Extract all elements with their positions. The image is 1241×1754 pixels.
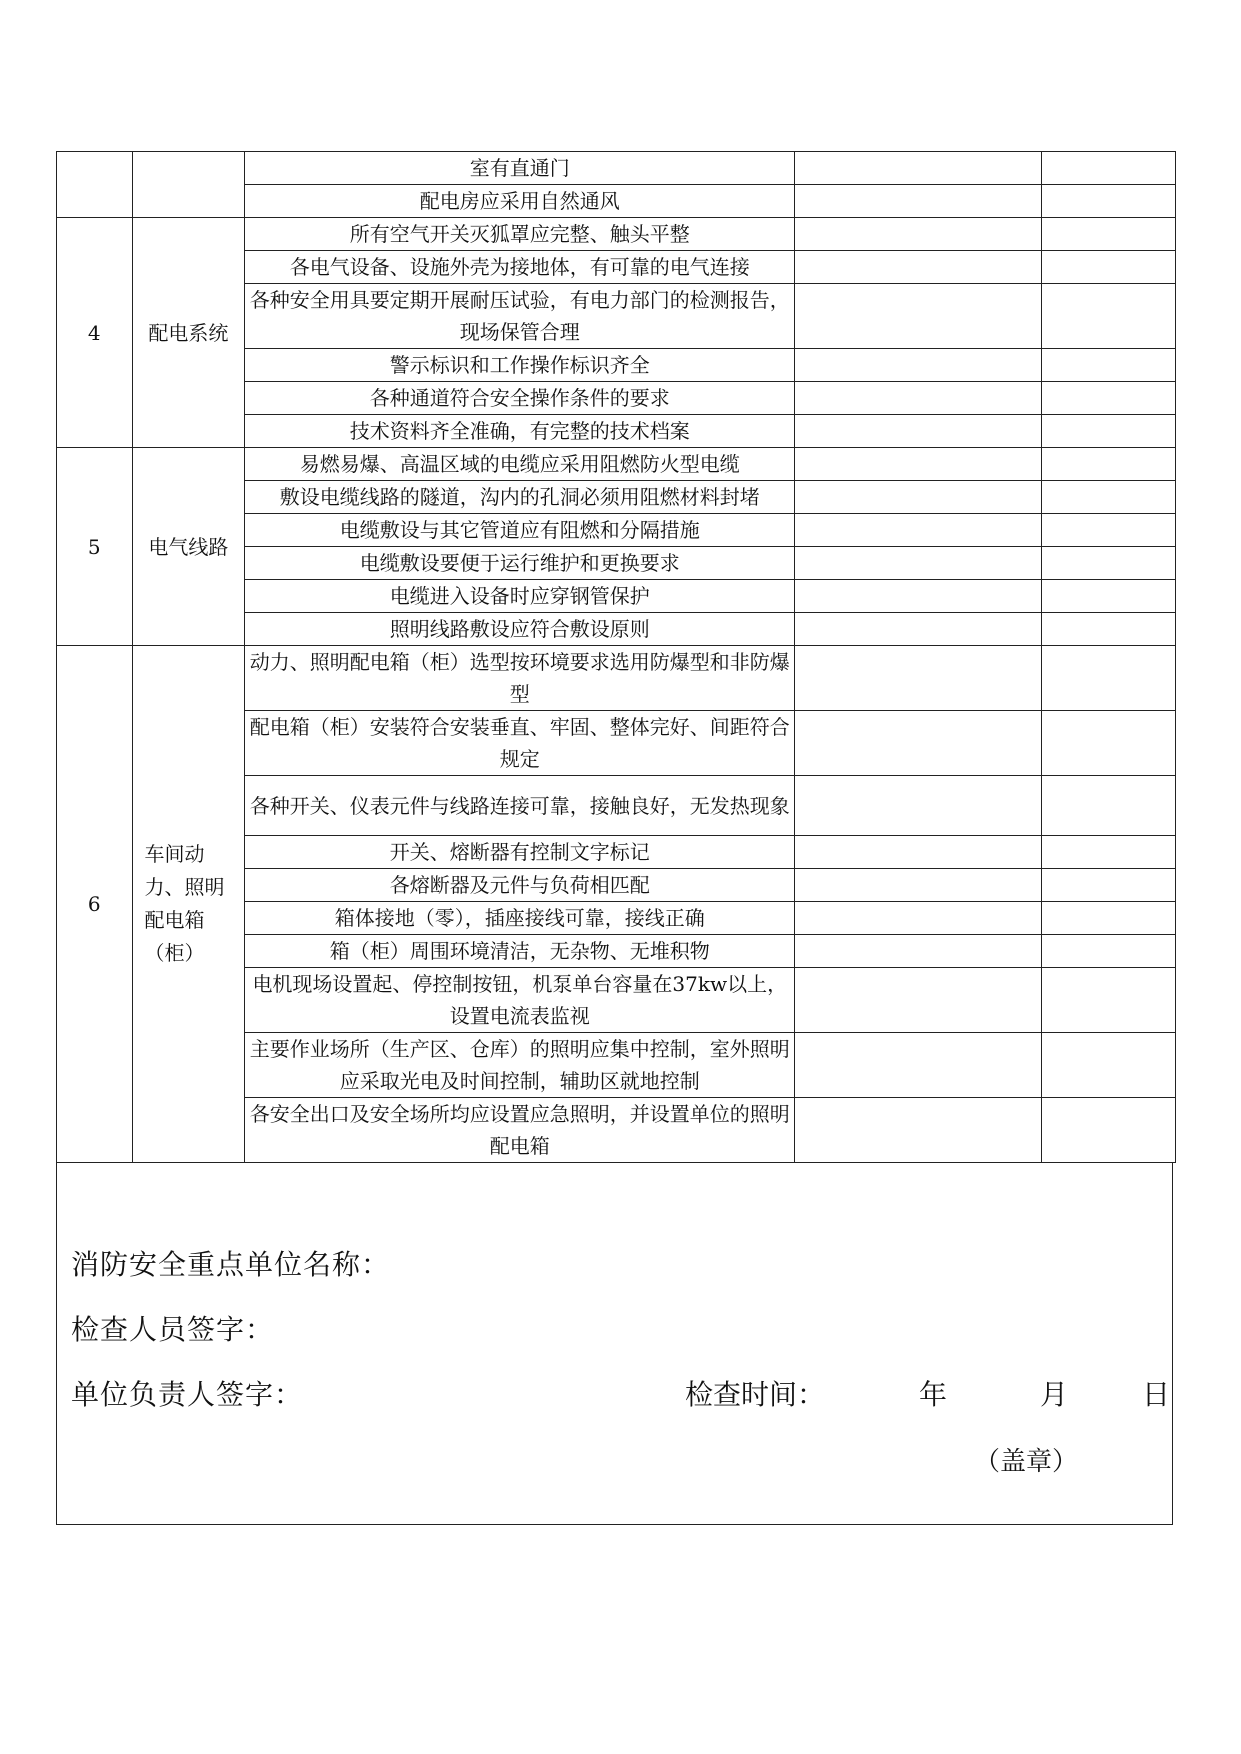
remark-cell bbox=[1042, 218, 1176, 251]
remark-cell bbox=[1042, 580, 1176, 613]
check-item-cell: 开关、熔断器有控制文字标记 bbox=[245, 836, 795, 869]
category-cell: 车间动力、照明配电箱（柜） bbox=[132, 646, 245, 1163]
remark-cell bbox=[1042, 284, 1176, 349]
check-item-cell: 敷设电缆线路的隧道，沟内的孔洞必须用阻燃材料封堵 bbox=[245, 481, 795, 514]
stamp-label: （盖章） bbox=[974, 1447, 1079, 1477]
remark-cell bbox=[1042, 1033, 1176, 1098]
check-item-cell: 电缆敷设要便于运行维护和更换要求 bbox=[245, 547, 795, 580]
remark-cell bbox=[1042, 613, 1176, 646]
inspection-sheet bbox=[56, 151, 1176, 1525]
check-item-cell: 电缆敷设与其它管道应有阻燃和分隔措施 bbox=[245, 514, 795, 547]
remark-cell bbox=[1042, 185, 1176, 218]
check-item-cell: 配电箱（柜）安装符合安装垂直、牢固、整体完好、间距符合规定 bbox=[245, 711, 795, 776]
result-cell bbox=[795, 349, 1042, 382]
remark-cell bbox=[1042, 448, 1176, 481]
item-number-cell bbox=[57, 152, 133, 218]
remark-cell bbox=[1042, 547, 1176, 580]
table-row bbox=[57, 218, 1176, 251]
check-item-cell: 箱体接地（零），插座接线可靠，接线正确 bbox=[245, 902, 795, 935]
result-cell bbox=[795, 218, 1042, 251]
remark-cell bbox=[1042, 251, 1176, 284]
remark-cell bbox=[1042, 349, 1176, 382]
check-item-cell: 易燃易爆、高温区域的电缆应采用阻燃防火型电缆 bbox=[245, 448, 795, 481]
remark-cell bbox=[1042, 514, 1176, 547]
remark-cell bbox=[1042, 711, 1176, 776]
result-cell bbox=[795, 547, 1042, 580]
result-cell bbox=[795, 776, 1042, 836]
category-cell bbox=[132, 152, 245, 218]
result-cell bbox=[795, 902, 1042, 935]
remark-cell bbox=[1042, 902, 1176, 935]
table-row bbox=[57, 448, 1176, 481]
day-label: 日 bbox=[1142, 1378, 1171, 1411]
result-cell bbox=[795, 1033, 1042, 1098]
result-cell bbox=[795, 514, 1042, 547]
check-item-cell: 照明线路敷设应符合敷设原则 bbox=[245, 613, 795, 646]
inspection-table bbox=[56, 151, 1176, 1163]
check-item-cell: 各安全出口及安全场所均应设置应急照明，并设置单位的照明配电箱 bbox=[245, 1098, 795, 1163]
result-cell bbox=[795, 382, 1042, 415]
item-number-cell: 5 bbox=[57, 448, 133, 646]
table-row bbox=[57, 152, 1176, 185]
remark-cell bbox=[1042, 869, 1176, 902]
check-item-cell: 室有直通门 bbox=[245, 152, 795, 185]
result-cell bbox=[795, 448, 1042, 481]
remark-cell bbox=[1042, 152, 1176, 185]
result-cell bbox=[795, 968, 1042, 1033]
result-cell bbox=[795, 613, 1042, 646]
result-cell bbox=[795, 185, 1042, 218]
result-cell bbox=[795, 251, 1042, 284]
result-cell bbox=[795, 415, 1042, 448]
year-label: 年 bbox=[919, 1378, 948, 1411]
remark-cell bbox=[1042, 415, 1176, 448]
result-cell bbox=[795, 481, 1042, 514]
remark-cell bbox=[1042, 968, 1176, 1033]
remark-cell bbox=[1042, 646, 1176, 711]
table-row bbox=[57, 646, 1176, 711]
remark-cell bbox=[1042, 382, 1176, 415]
check-item-cell: 各熔断器及元件与负荷相匹配 bbox=[245, 869, 795, 902]
result-cell bbox=[795, 836, 1042, 869]
month-label: 月 bbox=[1040, 1378, 1069, 1411]
result-cell bbox=[795, 646, 1042, 711]
result-cell bbox=[795, 869, 1042, 902]
result-cell bbox=[795, 711, 1042, 776]
unit-name-label: 消防安全重点单位名称： bbox=[71, 1248, 391, 1281]
check-item-cell: 各种安全用具要定期开展耐压试验，有电力部门的检测报告，现场保管合理 bbox=[245, 284, 795, 349]
check-item-cell: 电缆进入设备时应穿钢管保护 bbox=[245, 580, 795, 613]
result-cell bbox=[795, 284, 1042, 349]
remark-cell bbox=[1042, 935, 1176, 968]
check-item-cell: 配电房应采用自然通风 bbox=[245, 185, 795, 218]
check-item-cell: 技术资料齐全准确，有完整的技术档案 bbox=[245, 415, 795, 448]
check-item-cell: 各种开关、仪表元件与线路连接可靠，接触良好，无发热现象 bbox=[245, 776, 795, 836]
check-item-cell: 电机现场设置起、停控制按钮，机泵单台容量在37kw以上，设置电流表监视 bbox=[245, 968, 795, 1033]
item-number-cell: 6 bbox=[57, 646, 133, 1163]
check-item-cell: 各电气设备、设施外壳为接地体，有可靠的电气连接 bbox=[245, 251, 795, 284]
check-time-label: 检查时间： bbox=[685, 1378, 826, 1411]
remark-cell bbox=[1042, 776, 1176, 836]
remark-cell bbox=[1042, 1098, 1176, 1163]
result-cell bbox=[795, 152, 1042, 185]
check-item-cell: 警示标识和工作操作标识齐全 bbox=[245, 349, 795, 382]
check-item-cell: 箱（柜）周围环境清洁，无杂物、无堆积物 bbox=[245, 935, 795, 968]
check-item-cell: 动力、照明配电箱（柜）选型按环境要求选用防爆型和非防爆型 bbox=[245, 646, 795, 711]
check-item-cell: 主要作业场所（生产区、仓库）的照明应集中控制，室外照明应采取光电及时间控制，辅助区就地控制 bbox=[245, 1033, 795, 1098]
item-number-cell: 4 bbox=[57, 218, 133, 448]
signature-area bbox=[56, 1163, 1173, 1525]
result-cell bbox=[795, 580, 1042, 613]
remark-cell bbox=[1042, 836, 1176, 869]
remark-cell bbox=[1042, 481, 1176, 514]
category-cell: 配电系统 bbox=[132, 218, 245, 448]
inspection-table-body bbox=[57, 152, 1176, 1163]
responsible-signature-label: 单位负责人签字： bbox=[71, 1378, 304, 1411]
result-cell bbox=[795, 1098, 1042, 1163]
category-cell: 电气线路 bbox=[132, 448, 245, 646]
check-item-cell: 各种通道符合安全操作条件的要求 bbox=[245, 382, 795, 415]
check-item-cell: 所有空气开关灭狐罩应完整、触头平整 bbox=[245, 218, 795, 251]
inspector-signature-label: 检查人员签字： bbox=[71, 1313, 275, 1346]
result-cell bbox=[795, 935, 1042, 968]
